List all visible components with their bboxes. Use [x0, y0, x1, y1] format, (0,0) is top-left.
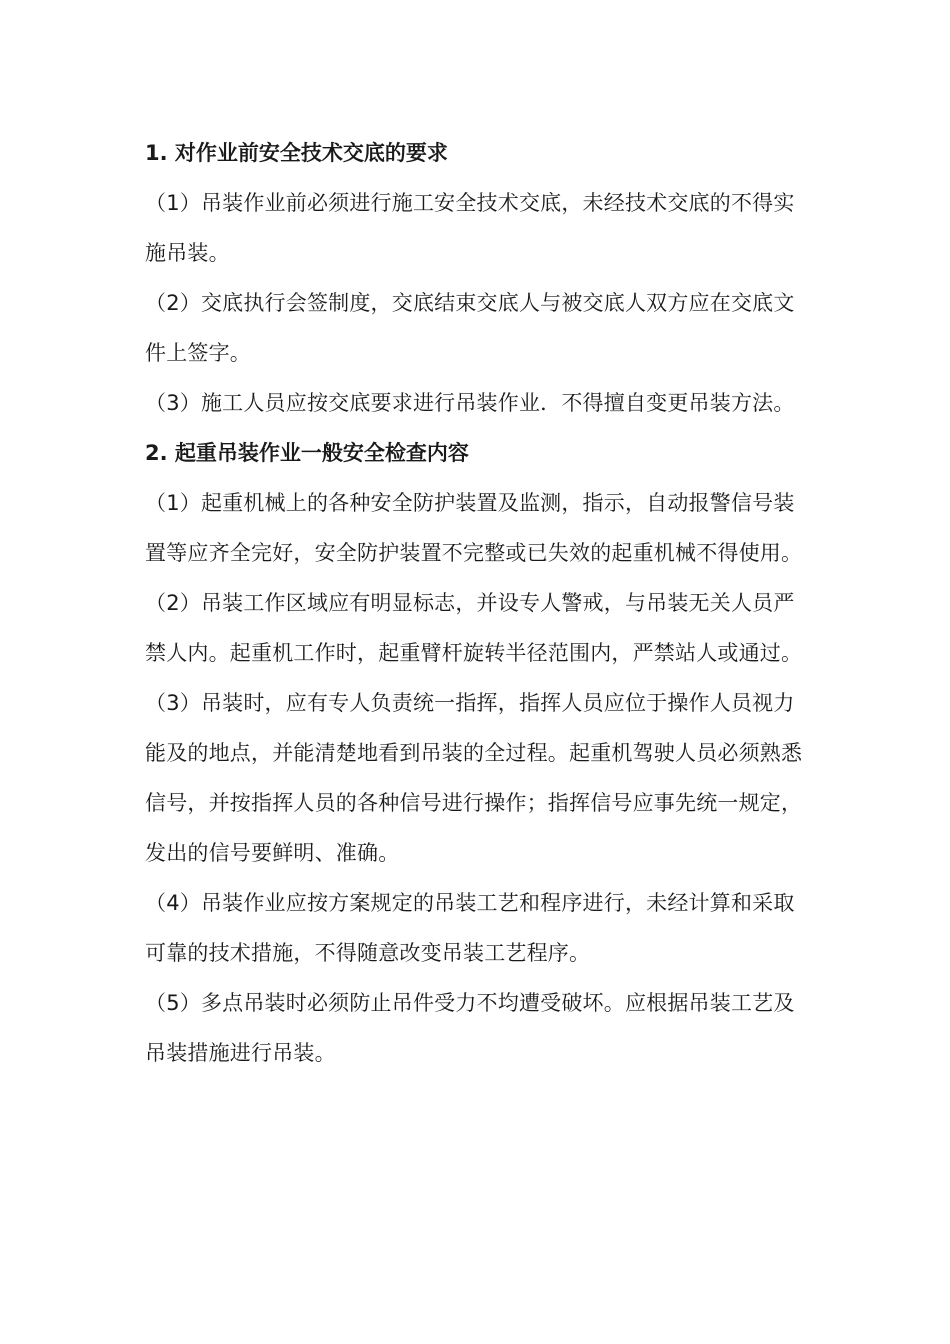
section-1 — [145, 128, 825, 428]
paragraph: （5）多点吊装时必须防止吊件受力不均遭受破坏。应根据吊装工艺及吊装措施进行吊装。 — [145, 991, 795, 1065]
paragraph: （1）吊装作业前必须进行施工安全技术交底，未经技术交底的不得实施吊装。 — [145, 191, 795, 265]
section-heading: 1. 对作业前安全技术交底的要求 — [145, 141, 448, 165]
paragraph: （3）施工人员应按交底要求进行吊装作业．不得擅自变更吊装方法。 — [145, 391, 795, 415]
paragraph: （1）起重机械上的各种安全防护装置及监测，指示，自动报警信号装置等应齐全完好，安全防护装置不完整或已失效的起重机械不得使用。 — [145, 491, 803, 565]
paragraph: （3）吊装时，应有专人负责统一指挥，指挥人员应位于操作人员视力能及的地点，并能清楚地看到吊装的全过程。起重机驾驶人员必须熟悉信号，并按指挥人员的各种信号进行操作；指挥信号应事先统一规定，发出的信号要鲜明、准确。 — [145, 691, 803, 865]
section-2 — [145, 428, 825, 1078]
paragraph: （4）吊装作业应按方案规定的吊装工艺和程序进行，未经计算和采取可靠的技术措施，不得随意改变吊装工艺程序。 — [145, 891, 795, 965]
section-heading: 2. 起重吊装作业一般安全检查内容 — [145, 441, 469, 465]
paragraph: （2）吊装工作区域应有明显标志，并设专人警戒，与吊装无关人员严禁人内。起重机工作时，起重臂杆旋转半径范围内，严禁站人或通过。 — [145, 591, 803, 665]
paragraph: （2）交底执行会签制度，交底结束交底人与被交底人双方应在交底文件上签字。 — [145, 291, 795, 365]
document-page — [145, 128, 825, 1078]
